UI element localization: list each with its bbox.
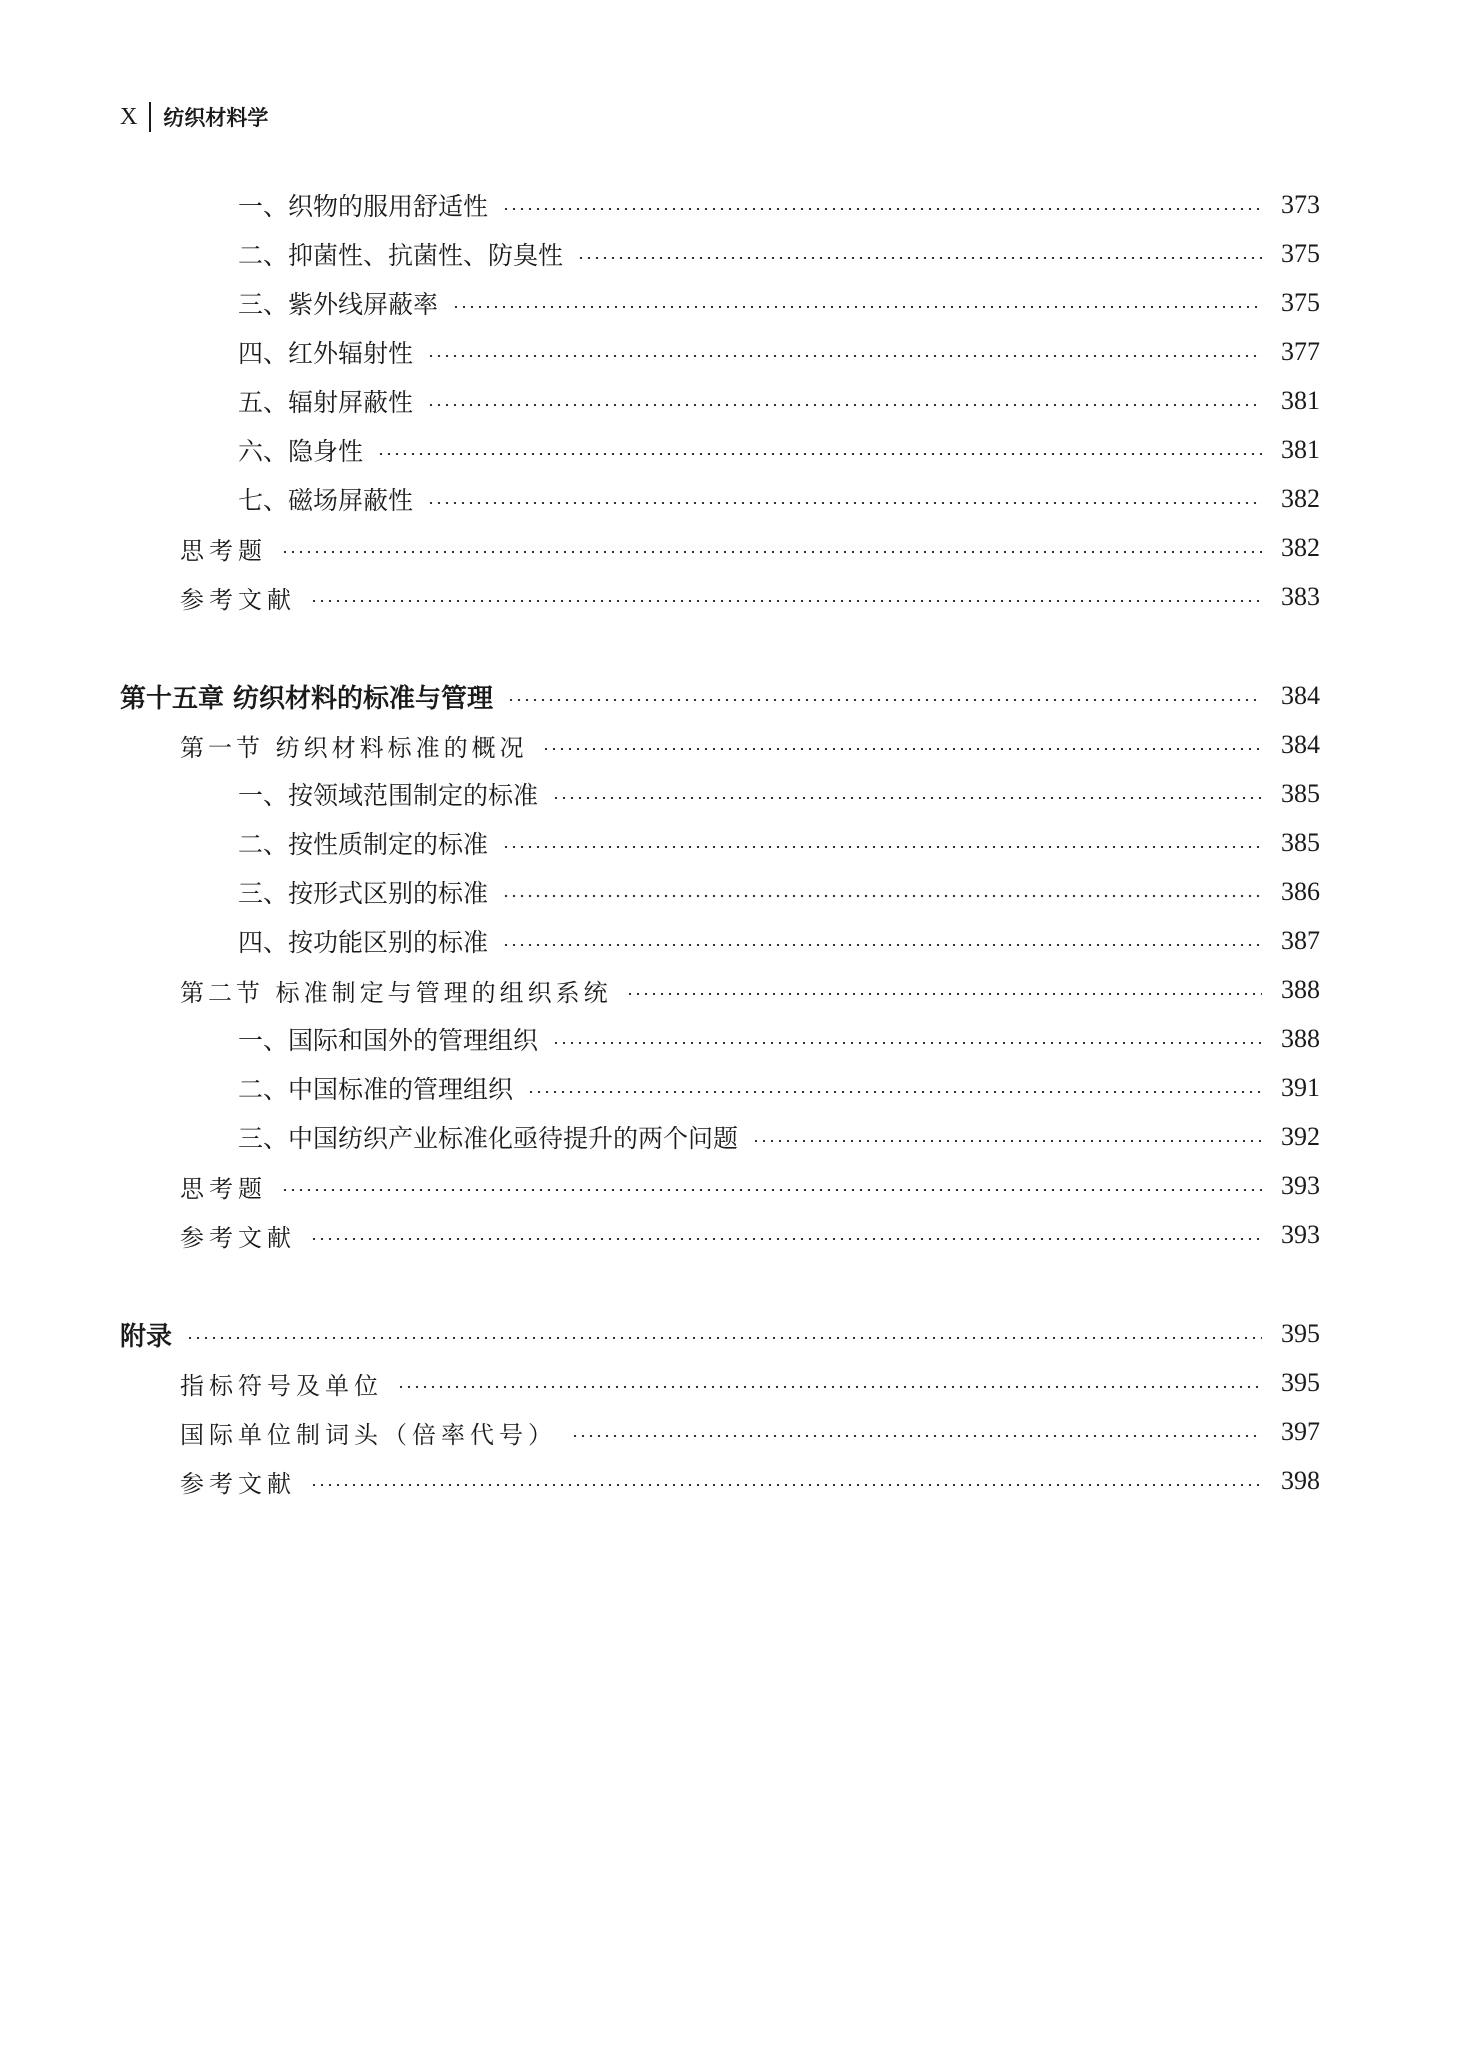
toc-entry[interactable] — [238, 1068, 1320, 1108]
dot-leader — [527, 1091, 1262, 1093]
toc-entry-title: 七、磁场屏蔽性 — [238, 486, 414, 515]
dot-leader — [626, 993, 1262, 995]
toc-entry-title: 二、按性质制定的标准 — [238, 830, 489, 859]
toc-entry-title: 附录 — [120, 1321, 173, 1352]
toc-entry-title: 一、按领域范围制定的标准 — [238, 781, 539, 810]
toc-entry-page: 392 — [1281, 1122, 1320, 1151]
dot-leader — [186, 1337, 1262, 1339]
running-header — [120, 100, 268, 134]
dot-leader — [427, 355, 1262, 357]
toc-entry-title: 三、中国纺织产业标准化亟待提升的两个问题 — [238, 1124, 739, 1153]
header-page-number: X — [120, 103, 138, 130]
toc-entry-page: 385 — [1281, 779, 1320, 808]
toc-entry-title: 第一节 纺织材料标准的概况 — [180, 733, 528, 762]
toc-entry[interactable] — [120, 1314, 1320, 1354]
dot-leader — [427, 502, 1262, 504]
toc-entry-page: 395 — [1281, 1368, 1320, 1397]
toc-entry[interactable] — [238, 430, 1320, 470]
dot-leader — [502, 895, 1262, 897]
toc-entry-page: 386 — [1281, 877, 1320, 906]
header-book-title: 纺织材料学 — [163, 106, 269, 130]
dot-leader — [377, 453, 1262, 455]
dot-leader — [552, 1042, 1262, 1044]
toc-entry-title: 思考题 — [180, 536, 267, 565]
toc-entry-page: 377 — [1281, 337, 1320, 366]
toc-entry-page: 395 — [1281, 1319, 1320, 1348]
toc-entry[interactable] — [238, 872, 1320, 912]
dot-leader — [427, 404, 1262, 406]
toc-entry[interactable] — [180, 1412, 1320, 1452]
toc-entry-title: 一、国际和国外的管理组织 — [238, 1026, 539, 1055]
dot-leader — [452, 306, 1262, 308]
toc-entry[interactable] — [238, 774, 1320, 814]
toc-entry[interactable] — [238, 234, 1320, 274]
toc-entry[interactable] — [238, 381, 1320, 421]
dot-leader — [502, 846, 1262, 848]
toc-entry-page: 388 — [1281, 975, 1320, 1004]
toc-entry-page: 373 — [1281, 190, 1320, 219]
dot-leader — [552, 797, 1262, 799]
toc-entry-page: 397 — [1281, 1417, 1320, 1446]
toc-entry[interactable] — [238, 1117, 1320, 1157]
toc-entry-page: 381 — [1281, 386, 1320, 415]
toc-entry[interactable] — [238, 185, 1320, 225]
toc-entry-page: 391 — [1281, 1073, 1320, 1102]
toc-entry-title: 二、抑菌性、抗菌性、防臭性 — [238, 241, 564, 270]
toc-entry-title: 国际单位制词头（倍率代号） — [180, 1420, 557, 1449]
toc-entry[interactable] — [180, 1215, 1320, 1255]
toc-entry[interactable] — [238, 823, 1320, 863]
toc-entry[interactable] — [238, 332, 1320, 372]
toc-entry-page: 393 — [1281, 1220, 1320, 1249]
dot-leader — [310, 1484, 1262, 1486]
toc-entry-page: 387 — [1281, 926, 1320, 955]
toc-entry[interactable] — [180, 577, 1320, 617]
toc-entry-title: 二、中国标准的管理组织 — [238, 1075, 514, 1104]
toc-entry-title: 四、红外辐射性 — [238, 339, 414, 368]
toc-entry[interactable] — [180, 528, 1320, 568]
toc-entry[interactable] — [238, 921, 1320, 961]
toc-entry-title: 一、织物的服用舒适性 — [238, 192, 489, 221]
dot-leader — [310, 1238, 1262, 1240]
toc-entry[interactable] — [238, 479, 1320, 519]
toc-entry-title: 参考文献 — [180, 585, 296, 614]
toc-entry-page: 375 — [1281, 239, 1320, 268]
toc-entry-page: 384 — [1281, 681, 1320, 710]
toc-entry-page: 393 — [1281, 1171, 1320, 1200]
toc-entry-title: 思考题 — [180, 1174, 267, 1203]
toc-entry-page: 398 — [1281, 1466, 1320, 1495]
toc-entry-page: 375 — [1281, 288, 1320, 317]
dot-leader — [577, 257, 1262, 259]
dot-leader — [281, 551, 1262, 553]
toc-entry-page: 381 — [1281, 435, 1320, 464]
toc-entry[interactable] — [180, 725, 1320, 765]
header-divider — [149, 102, 151, 132]
toc-entry-title: 参考文献 — [180, 1223, 296, 1252]
toc-entry-title: 五、辐射屏蔽性 — [238, 388, 414, 417]
toc-entry-title: 三、紫外线屏蔽率 — [238, 290, 439, 319]
toc-entry[interactable] — [180, 1461, 1320, 1501]
toc-entry-page: 388 — [1281, 1024, 1320, 1053]
toc-entry-page: 383 — [1281, 582, 1320, 611]
dot-leader — [502, 208, 1262, 210]
toc-entry[interactable] — [238, 283, 1320, 323]
dot-leader — [571, 1435, 1262, 1437]
toc-entry[interactable] — [120, 676, 1320, 716]
toc-entry[interactable] — [180, 970, 1320, 1010]
toc-entry-title: 参考文献 — [180, 1469, 296, 1498]
dot-leader — [542, 748, 1262, 750]
toc-entry-title: 六、隐身性 — [238, 437, 364, 466]
toc-entry[interactable] — [238, 1019, 1320, 1059]
dot-leader — [502, 944, 1262, 946]
toc-entry-title: 第二节 标准制定与管理的组织系统 — [180, 978, 612, 1007]
toc-entry[interactable] — [180, 1363, 1320, 1403]
toc-entry-page: 384 — [1281, 730, 1320, 759]
dot-leader — [281, 1189, 1262, 1191]
toc-entry-page: 385 — [1281, 828, 1320, 857]
toc-entry-page: 382 — [1281, 533, 1320, 562]
toc-entry-title: 四、按功能区别的标准 — [238, 928, 489, 957]
toc-entry-title: 指标符号及单位 — [180, 1371, 383, 1400]
toc-entry-title: 三、按形式区别的标准 — [238, 879, 489, 908]
dot-leader — [752, 1140, 1262, 1142]
toc-entry-title: 第十五章 纺织材料的标准与管理 — [120, 683, 494, 714]
dot-leader — [397, 1386, 1262, 1388]
toc-entry-page: 382 — [1281, 484, 1320, 513]
dot-leader — [310, 600, 1262, 602]
dot-leader — [507, 699, 1262, 701]
toc-entry[interactable] — [180, 1166, 1320, 1206]
